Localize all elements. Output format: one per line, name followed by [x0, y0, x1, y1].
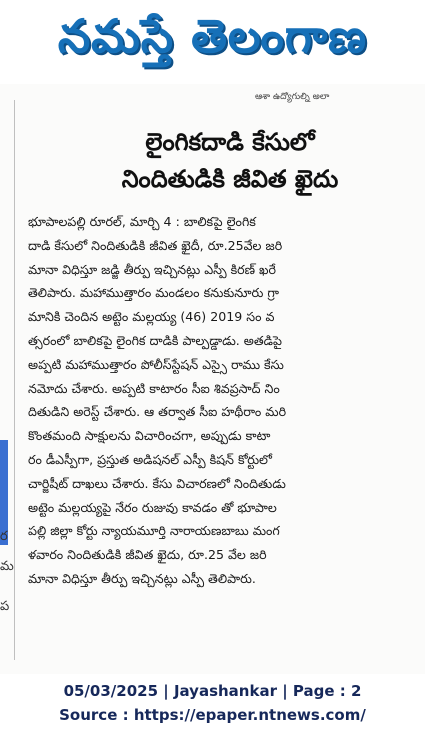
article-line: భూపాలపల్లి రూరల్‌, మార్చి 4 : బాలికపై లైంగిక: [28, 214, 256, 229]
article-line: మానా విధిస్తూ జడ్జి తీర్పు ఇచ్చినట్లు ఎస్పీ కిరణ్‌ ఖరే: [28, 261, 277, 277]
article-line: నమోదు చేశారు. అప్పటి కాటారం సీఐ శివప్రసాద్‌ నిం: [28, 380, 280, 396]
masthead: [0, 0, 425, 84]
article-line: అట్టెం మల్లయ్యపై నేరం రుజువు కావడం తో భూపాల: [28, 499, 277, 515]
article-body: [28, 210, 424, 591]
article-line: తెలిపారు. మహాముత్తారం మండలం కనుకునూరు గ్రా: [28, 285, 279, 301]
article-line: మానా విధిస్తూ తీర్పు ఇచ్చినట్లు ఎస్పీ తెలిపారు.: [28, 570, 256, 586]
headline-line-2: నిందితుడికి జీవిత ఖైదు: [121, 165, 339, 193]
adjacent-column-glyph: మ: [0, 559, 14, 574]
article-line: దాడి కేసులో నిందితుడికి జీవిత ఖైదీ, రూ.25వేల జరి: [28, 237, 283, 253]
article-line: అప్పటి మహాముత్తారం పోలీస్‌స్టేషన్‌ ఎస్సై రాము కేసు: [28, 356, 284, 372]
article-line: చార్జిషీట్‌ దాఖలు చేశారు. కేసు విచారణలో నిందితుడు: [28, 475, 286, 491]
footer: [0, 674, 425, 742]
article-line: రం డీఎస్పీగా, ప్రస్తుత అడిషనల్‌ ఎస్పీ కిషన్‌ కోర్టులో: [28, 451, 273, 467]
article-line: కొంతమంది సాక్షులను విచారించగా, అప్పుడు కాటా: [28, 428, 271, 444]
article-line: మానికి చెందిన అట్టెం మల్లయ్య (46) 2019 సం వ: [28, 309, 275, 325]
article-line: దితుడిని అరెస్ట్‌ చేశారు. ఆ తర్వాత సీఐ హథీరాం మరి: [28, 404, 287, 420]
previous-article-fragment: ఆశా ఉద్యోగుల్ని అలా: [255, 92, 330, 102]
publication-meta: 05/03/2025 | Jayashankar | Page : 2: [63, 682, 362, 700]
adjacent-column-glyph: ర: [0, 529, 8, 544]
headline-line-1: లైంగికదాడి కేసులో: [145, 128, 315, 156]
adjacent-column-glyph: ప: [0, 599, 10, 614]
source-link[interactable]: Source : https://epaper.ntnews.com/: [59, 706, 366, 724]
column-divider: [14, 100, 15, 660]
article-line: పల్లి జిల్లా కోర్టు న్యాయమూర్తి నారాయణబాబు మంగ: [28, 523, 280, 539]
article-line: త్సరంలో బాలికపై లైంగిక దాడికి పాల్పడ్డాడు. అతడిపై: [28, 332, 282, 348]
newspaper-logo: నమస్తే తెలంగాణ: [57, 9, 368, 63]
article-line: ళవారం నిందితుడికి జీవిత ఖైదు, రూ.25 వేల జరి: [28, 547, 267, 563]
